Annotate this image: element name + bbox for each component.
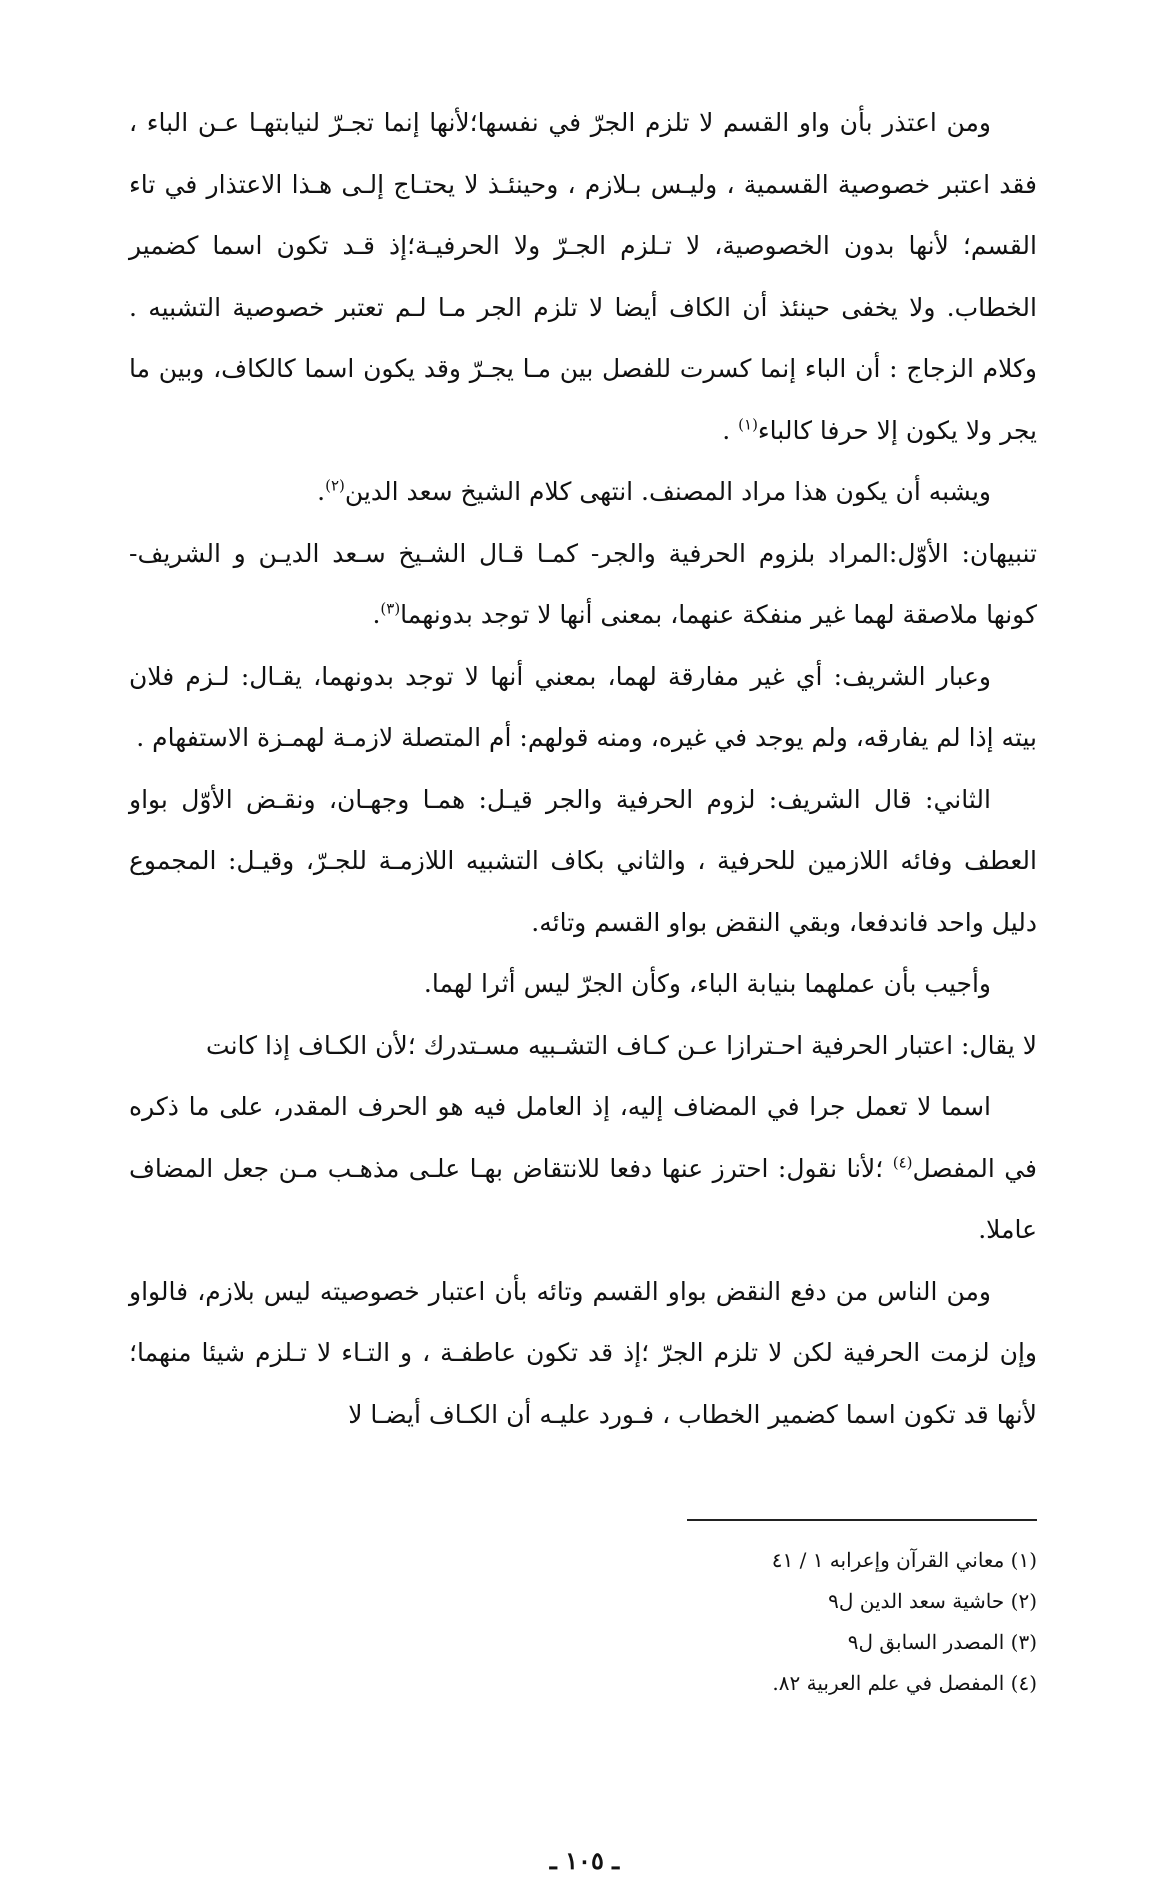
footnote-2: (٢) حاشية سعد الدين ل٩	[828, 1589, 1037, 1613]
paragraph-text: لا يقال: اعتبار الحرفية احـترازا عـن كـاف التشـبيه مسـتدرك ؛لأن الكـاف إذا كانت	[206, 1030, 1037, 1060]
footnote-separator	[687, 1519, 1037, 1521]
page-number: ـ ١٠٥ ـ	[549, 1846, 620, 1875]
footnote-1: (١) معاني القرآن وإعرابه ١ / ٤١	[771, 1548, 1037, 1572]
paragraph-text: اسما لا تعمل جرا في المضاف إليه، إذ العامل فيه هو الحرف المقدر، على ما ذكره في المفصل	[129, 1092, 1037, 1183]
paragraph-6	[129, 953, 1037, 1015]
paragraph-text: وعبار الشريف: أي غير مفارقة لهما، بمعني أنها لا توجد بدونهما، يقـال: لـزم فلان بيته إذا لم يفارقه، ولم يوجد في غيره، ومنه قولهم: أم المتصلة لازمـة لهمـزة الاستفهام .	[129, 661, 1037, 752]
footnote-3: (٣) المصدر السابق ل٩	[847, 1630, 1037, 1654]
paragraph-tail: ؛لأنا نقول: احترز عنها دفعا للانتقاض بهـا علـى مذهـب مـن جعل المضاف عاملا.	[129, 1153, 1037, 1244]
footnotes	[337, 1540, 1037, 1704]
footnote-ref-4: (٤)	[892, 1153, 913, 1172]
paragraph-1	[129, 92, 1037, 461]
footnote-ref-1: (١)	[738, 415, 758, 434]
paragraph-text: ويشبه أن يكون هذا مراد المصنف. انتهى كلام الشيخ سعد الدين	[344, 477, 991, 506]
paragraph-tail: .	[722, 415, 739, 445]
paragraph-text: تنبيهان: الأوّل:المراد بلزوم الحرفية والجر- كمـا قـال الشـيخ سـعد الديـن و الشريف- كونها ملاصقة لهما غير منفكة عنهما، بمعنى أنها لا توجد بدونهما	[129, 538, 1037, 629]
paragraph-3	[129, 523, 1037, 646]
paragraph-2	[129, 461, 1037, 523]
paragraph-text: وأجيب بأن عملهما بنيابة الباء، وكأن الجرّ ليس أثرا لهما.	[423, 969, 991, 998]
paragraph-5	[129, 769, 1037, 954]
paragraph-8	[129, 1076, 1037, 1261]
footnote-4: (٤) المفصل في علم العربية ٨٢.	[772, 1671, 1037, 1695]
paragraph-7	[129, 1015, 1037, 1077]
footnote-ref-2: (٢)	[325, 476, 345, 495]
main-text	[129, 92, 1037, 1445]
footnote-ref-3: (٣)	[380, 599, 401, 618]
paragraph-tail: .	[317, 477, 326, 506]
paragraph-text: ومن الناس من دفع النقض بواو القسم وتائه بأن اعتبار خصوصيته ليس بلازم، فالواو وإن لزمت الحرفية لكن لا تلزم الجرّ ؛إذ قد تكون عاطفـة ، و التـاء لا تـلزم شيئا منهما؛لأنها قد تكون اسما كضمير الخطاب ، فـورد عليـه أن الكـاف أيضـا لا	[129, 1276, 1037, 1429]
paragraph-text: الثاني: قال الشريف: لزوم الحرفية والجر قيـل: همـا وجهـان، ونقـض الأوّل بواو العطف وفائه اللازمين للحرفية ، والثاني بكاف التشبيه اللازمـة للجـرّ، وقيـل: المجموع دليل واحد فاندفعا، وبقي النقض بواو القسم وتائه.	[129, 784, 1037, 937]
paragraph-tail: .	[372, 600, 381, 629]
paragraph-text: ومن اعتذر بأن واو القسم لا تلزم الجرّ في نفسها؛لأنها إنما تجـرّ لنيابتهـا عـن الباء ، فقد اعتبر خصوصية القسمية ، وليـس بـلازم ، وحينئـذ لا يحتـاج إلـى هـذا الاعتذار في تاء القسم؛ لأنها بدون الخصوصية، لا تـلزم الجـرّ ولا الحرفيـة؛إذ قـد تكون اسما كضمير الخطاب. ولا يخفى حينئذ أن الكاف أيضا لا تلزم الجر مـا لـم تعتبر خصوصية التشبيه . وكلام الزجاج : أن الباء إنما كسرت للفصل بين مـا يجـرّ وقد يكون اسما كالكاف، وبين ما يجر ولا يكون إلا حرفا كالباء	[129, 108, 1037, 445]
paragraph-9	[129, 1261, 1037, 1446]
paragraph-4	[129, 646, 1037, 769]
